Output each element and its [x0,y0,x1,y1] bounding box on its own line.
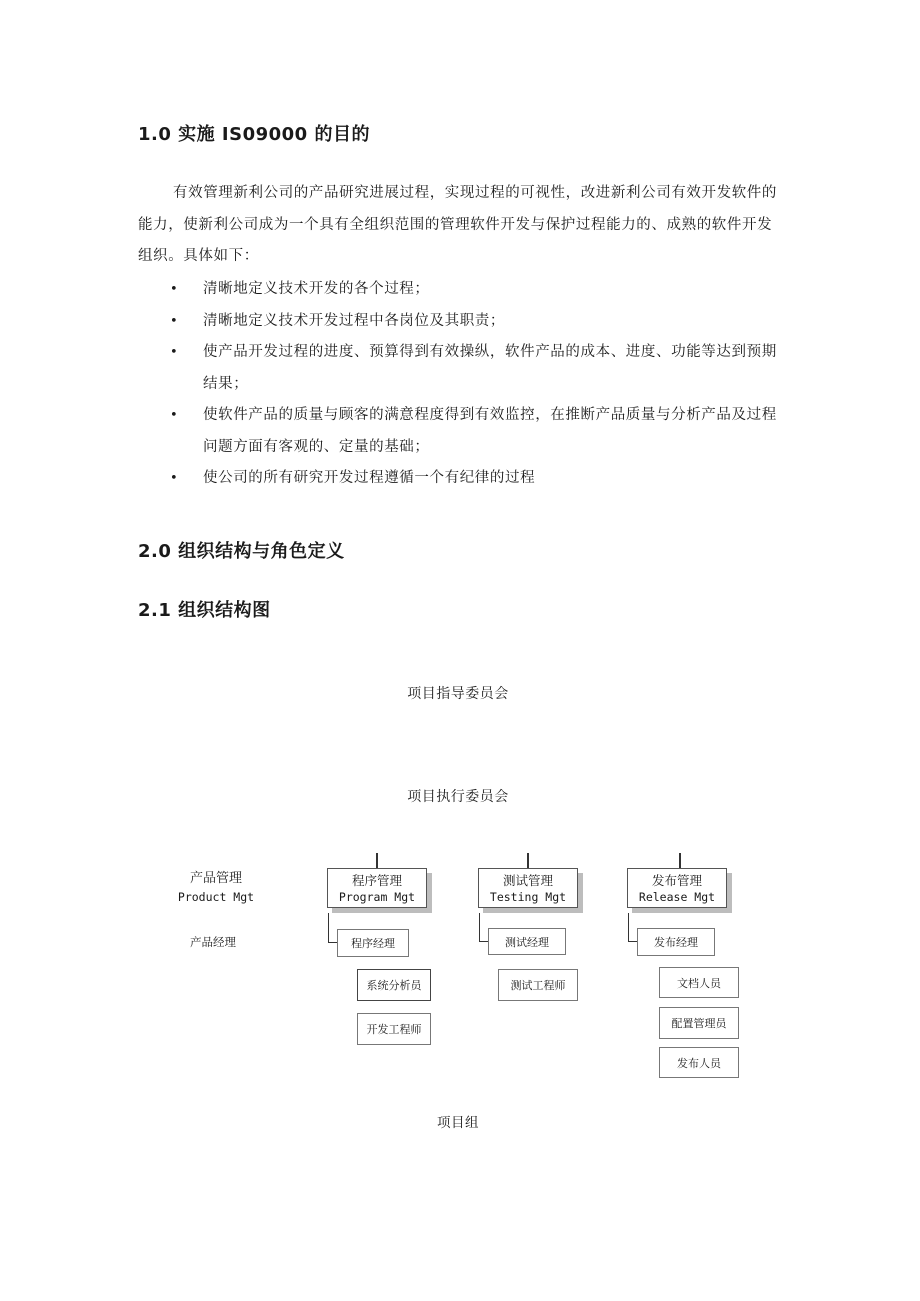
connector-line [328,913,329,943]
bullet-item: • 清晰地定义技术开发过程中各岗位及其职责； [170,306,780,338]
config-manager-box: 配置管理员 [659,1007,739,1039]
product-mgmt-en: Product Mgt [177,890,255,904]
bullet-item: • 清晰地定义技术开发的各个过程； [170,274,780,306]
system-analyst-box: 系统分析员 [357,969,431,1001]
test-manager-box: 测试经理 [488,928,566,955]
bullet-item: • 使软件产品的质量与顾客的满意程度得到有效监控，在推断产品质量与分析产品及过程问题方面有客观的、定量的基础； [170,400,780,463]
program-mgmt-en: Program Mgt [338,890,416,904]
steering-committee-label: 项目指导委员会 [407,686,509,702]
project-team-label: 项目组 [437,1115,479,1131]
connector-line [679,853,681,869]
section-2-heading: 2.0 组织结构与角色定义 [138,541,345,562]
release-mgmt-cn: 发布管理 [651,873,702,888]
testing-mgmt-cn: 测试管理 [502,873,553,888]
release-mgmt-box [627,868,727,908]
documentation-staff-box: 文档人员 [659,967,739,998]
connector-line [527,853,529,869]
developer-box: 开发工程师 [357,1013,431,1045]
bullet-item: • 使公司的所有研究开发过程遵循一个有纪律的过程 [170,463,780,495]
release-staff-box: 发布人员 [659,1047,739,1078]
test-engineer-box: 测试工程师 [498,969,578,1001]
testing-mgmt-en: Testing Mgt [489,890,567,904]
connector-line [376,853,378,869]
product-mgmt-label [168,870,264,906]
connector-line [479,913,480,942]
section-2-1-heading: 2.1 组织结构图 [138,600,271,621]
product-manager-label: 产品经理 [190,935,236,949]
program-mgmt-cn: 程序管理 [351,873,402,888]
section-1-paragraph: 有效管理新利公司的产品研究进展过程，实现过程的可视性，改进新利公司有效开发软件的能力，使新利公司成为一个具有全组织范围的管理软件开发与保护过程能力的、成熟的软件开发组织。具体如下： [138,185,777,264]
purpose-bullet-list [170,274,780,495]
program-mgmt-box [327,868,427,908]
executive-committee-label: 项目执行委员会 [407,789,509,805]
release-manager-box: 发布经理 [637,928,715,956]
section-1-heading: 1.0 实施 IS09000 的目的 [138,124,370,145]
bullet-item: • 使产品开发过程的进度、预算得到有效操纵，软件产品的成本、进度、功能等达到预期结果； [170,337,780,400]
connector-line [628,913,629,942]
release-mgmt-en: Release Mgt [638,890,716,904]
program-manager-box: 程序经理 [337,929,409,957]
testing-mgmt-box [478,868,578,908]
product-mgmt-cn: 产品管理 [189,871,242,886]
